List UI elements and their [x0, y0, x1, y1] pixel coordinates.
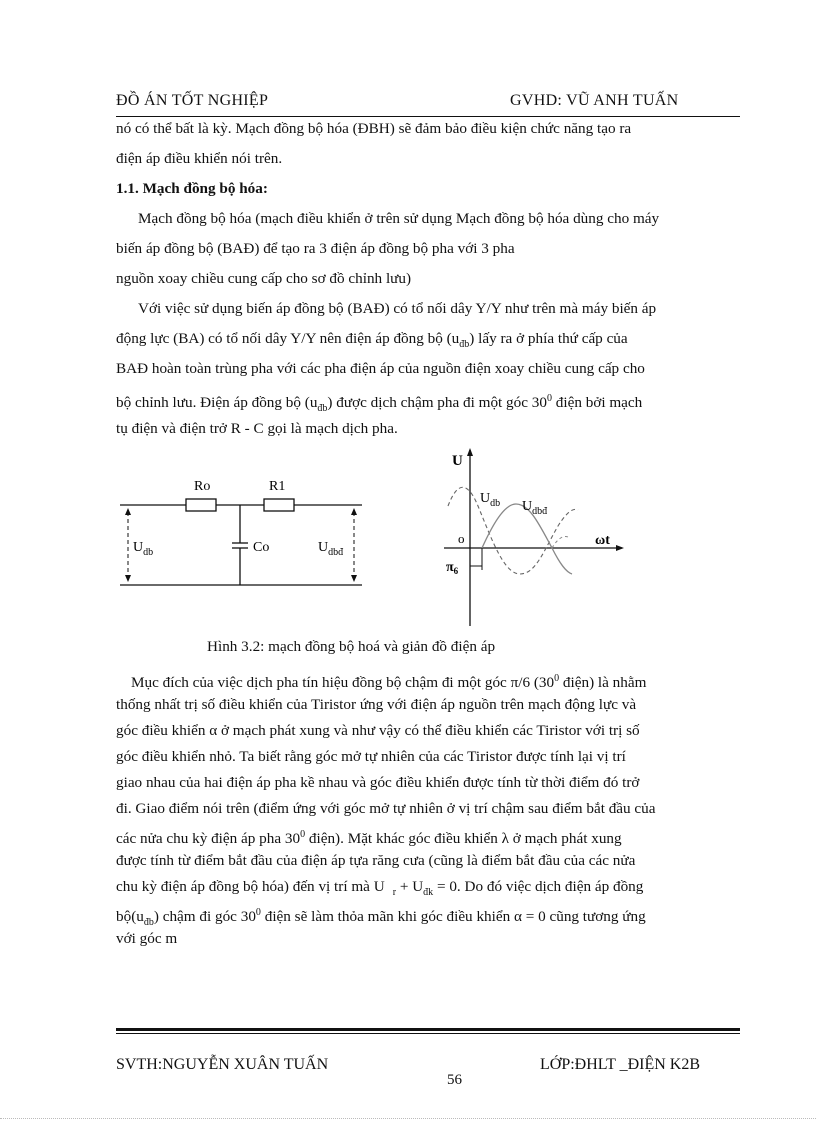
x-axis-label: ωt: [595, 533, 610, 548]
origin-label: o: [458, 531, 465, 546]
label-r1: R1: [269, 479, 286, 494]
header-right: GVHD: VŨ ANH TUẤN: [510, 92, 679, 109]
body-line: Mục đích của việc dịch pha tín hiệu đồng bộ chậm đi một góc π/6 ($30^0$ điện) là nhằm: [131, 673, 647, 692]
sync-circuit-diagram: [116, 460, 366, 595]
body-line: thống nhất trị số điều khiển của Tiristor ứng với điện áp nguồn trên mạch động lực và: [116, 696, 637, 713]
footer-rule-thin: [116, 1033, 740, 1034]
body-line: Với việc sử dụng biến áp đồng bộ (BAĐ) có tổ nối dây Y/Y như trên mà máy biến áp: [138, 300, 657, 317]
page-bottom-border: [0, 1118, 816, 1119]
body-line: điện áp điều khiển nói trên.: [116, 150, 283, 167]
body-line: góc điều khiển α ở mạch phát xung và như vậy có thể điều khiển các Tiristor với trị số: [116, 722, 640, 739]
resistor-r0: [186, 499, 216, 511]
footer-rule-thick: [116, 1028, 740, 1031]
body-line: được tính từ điểm bắt đầu của điện áp tựa răng cưa (cũng là điểm bắt đầu của các nửa: [116, 852, 636, 869]
label-c0: Co: [253, 540, 270, 555]
section-heading: 1.1. Mạch đồng bộ hóa:: [116, 180, 268, 197]
body-line: biến áp đồng bộ (BAĐ) để tạo ra 3 điện áp đồng bộ pha với 3 pha: [116, 240, 515, 257]
waveform-diagram: [440, 446, 625, 628]
footer-right: LỚP:ĐHLT _ĐIỆN K2B: [540, 1056, 701, 1073]
pi-6-label: $\pi_6$: [446, 560, 459, 576]
u-dbd-curve: [482, 504, 572, 574]
figure-caption: Hình 3.2: mạch đồng bộ hoá và giản đồ điện áp: [207, 638, 496, 655]
body-line: đi. Giao điểm nói trên (điểm ứng với góc mở tự nhiên ở vị trí chậm sau điểm bắt đầu của: [116, 800, 656, 817]
body-line: tụ điện và điện trở R - C gọi là mạch dịch pha.: [116, 420, 398, 437]
y-axis-label: U: [452, 453, 463, 469]
header-left: ĐỒ ÁN TỐT NGHIỆP: [116, 92, 269, 109]
u-dbd-label: $U_{dbđ}$: [522, 499, 548, 517]
label-r0: Ro: [194, 479, 211, 494]
body-line: $bộ(u_{đb})$ chậm đi góc $30^0$ điện sẽ làm thỏa mãn khi góc điều khiển α = 0 cũng tương ứng: [116, 907, 646, 929]
u-dbd-extension: [552, 536, 570, 548]
body-line: BAĐ hoàn toàn trùng pha với các pha điện áp của nguồn điện xoay chiều cung cấp cho: [116, 360, 645, 377]
resistor-r1: [264, 499, 294, 511]
body-line: góc điều khiển nhỏ. Ta biết rằng góc mở tự nhiên của các Tiristor được tính lại vị trí: [116, 748, 626, 765]
body-line: nó có thể bất là kỳ. Mạch đồng bộ hóa (ĐBH) sẽ đảm bảo điều kiện chức năng tạo ra: [116, 120, 632, 137]
footer-left: SVTH:NGUYỄN XUÂN TUẤN: [116, 1056, 329, 1073]
body-line: các nửa chu kỳ điện áp pha $30^0$ điện). Mặt khác góc điều khiển λ ở mạch phát xung: [116, 829, 622, 848]
body-line: với góc m: [116, 930, 178, 947]
body-line: bộ chỉnh lưu. Điện áp đồng bộ $(u_{đb})$ được dịch chậm pha đi một góc $30^0$ điện bởi mạch: [116, 393, 643, 415]
u-db-label: $U_{db}$: [480, 491, 501, 509]
label-u-out: $U_{dbđ}$: [318, 540, 344, 558]
y-axis-arrow: [467, 448, 473, 456]
body-line: chu kỳ điện áp đồng bộ hóa) đến vị trí mà U $_r + U_{đk} = 0$. Do đó việc dịch điện áp đồng: [116, 878, 644, 899]
page-number: 56: [447, 1072, 462, 1088]
label-u-in: $U_{db}$: [133, 540, 154, 558]
body-line: nguồn xoay chiều cung cấp cho sơ đồ chỉnh lưu): [116, 270, 412, 287]
body-line: động lực (BA) có tổ nối dây Y/Y nên điện áp đồng bộ $(u_{đb})$ lấy ra ở phía thứ cấp của: [116, 330, 628, 351]
x-axis-arrow: [616, 545, 624, 551]
body-line: giao nhau của hai điện áp pha kề nhau và góc điều khiển được tính từ thời điểm đó trở: [116, 774, 640, 791]
body-line: Mạch đồng bộ hóa (mạch điều khiển ở trên sử dụng Mạch đồng bộ hóa dùng cho máy: [138, 210, 660, 227]
